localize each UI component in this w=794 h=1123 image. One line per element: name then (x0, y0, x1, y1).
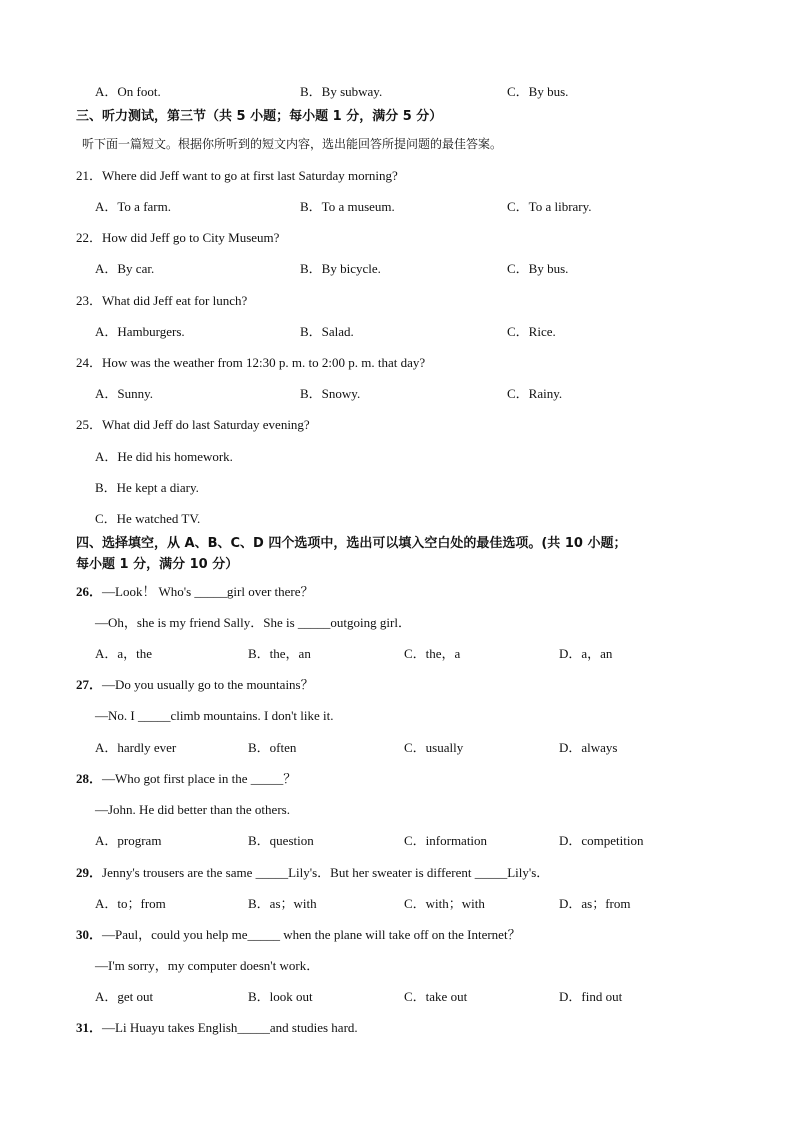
option-d: D．find out (559, 989, 623, 1004)
option-c: C．with；with (404, 896, 485, 911)
option-c: C．take out (404, 989, 468, 1004)
question-line: —I'm sorry，my computer doesn't work． (95, 958, 320, 973)
option-a: A．a，the (95, 646, 153, 661)
option-a: A．He did his homework. (95, 449, 233, 464)
question-number: 26． (76, 584, 103, 599)
option-c: C．He watched TV. (95, 511, 201, 526)
q20-option-a: A．On foot. (95, 84, 161, 99)
question-stem: 21．Where did Jeff want to go at first last Saturday morning? (76, 168, 398, 183)
option-d: D．as；from (559, 896, 631, 911)
option-c: C．Rainy. (507, 386, 563, 401)
question-stem: 22．How did Jeff go to City Museum? (76, 230, 280, 245)
question-line: —Li Huayu takes English_____and studies hard. (102, 1020, 358, 1035)
question-number: 28． (76, 771, 103, 786)
option-c: C．To a library. (507, 199, 592, 214)
option-b: B．look out (248, 989, 313, 1004)
option-b: B．often (248, 740, 297, 755)
option-c: C．Rice. (507, 324, 556, 339)
option-c: C．usually (404, 740, 464, 755)
option-a: A．By car. (95, 261, 155, 276)
option-a: A．program (95, 833, 162, 848)
question-stem: 23．What did Jeff eat for lunch? (76, 293, 248, 308)
option-b: B．He kept a diary. (95, 480, 199, 495)
question-line: —No. I _____climb mountains. I don't like it. (95, 708, 334, 723)
question-line: —Who got first place in the _____？ (102, 771, 297, 786)
option-c: C．information (404, 833, 488, 848)
option-b: B．To a museum. (300, 199, 395, 214)
question-line: —Oh，she is my friend Sally．She is _____outgoing girl． (95, 615, 411, 630)
option-b: B．Snowy. (300, 386, 361, 401)
option-d: D．always (559, 740, 618, 755)
question-line: —Do you usually go to the mountains？ (102, 677, 314, 692)
option-a: A．to；from (95, 896, 166, 911)
question-number: 29． (76, 865, 103, 880)
question-number: 27． (76, 677, 103, 692)
option-a: A．hardly ever (95, 740, 177, 755)
option-c: C．By bus. (507, 261, 569, 276)
option-c: C．the，a (404, 646, 461, 661)
question-stem: 25．What did Jeff do last Saturday evening? (76, 417, 310, 432)
option-b: B．By bicycle. (300, 261, 381, 276)
question-number: 30． (76, 927, 103, 942)
option-b: B．as；with (248, 896, 317, 911)
question-line: —Paul，could you help me_____ when the plane will take off on the Internet？ (102, 927, 521, 942)
option-a: A．To a farm. (95, 199, 171, 214)
option-a: A．Sunny. (95, 386, 154, 401)
option-a: A．Hamburgers. (95, 324, 185, 339)
option-b: B．the，an (248, 646, 311, 661)
section3-instruction: 听下面一篇短文。根据你所听到的短文内容，选出能回答所提问题的最佳答案。 (82, 137, 503, 151)
option-a: A．get out (95, 989, 154, 1004)
question-line: —John. He did better than the others. (95, 802, 290, 817)
option-d: D．competition (559, 833, 644, 848)
question-line: Jenny's trousers are the same _____Lily's．But her sweater is different _____Lily's． (102, 865, 550, 880)
question-number: 31． (76, 1020, 103, 1035)
section3-heading: 三、听力测试，第三节（共 5 小题；每小题 1 分，满分 5 分） (76, 109, 443, 124)
section4-heading-line2: 每小题 1 分，满分 10 分） (76, 557, 239, 572)
option-d: D．a，an (559, 646, 613, 661)
option-b: B．question (248, 833, 314, 848)
option-b: B．Salad. (300, 324, 354, 339)
q20-option-b: B．By subway. (300, 84, 383, 99)
q20-option-c: C．By bus. (507, 84, 569, 99)
question-stem: 24．How was the weather from 12:30 p. m. to 2:00 p. m. that day? (76, 355, 426, 370)
section4-heading-line1: 四、选择填空，从 A、B、C、D 四个选项中，选出可以填入空白处的最佳选项。(共 10 小题； (76, 536, 627, 551)
question-line: —Look！ Who's _____girl over there？ (102, 584, 314, 599)
